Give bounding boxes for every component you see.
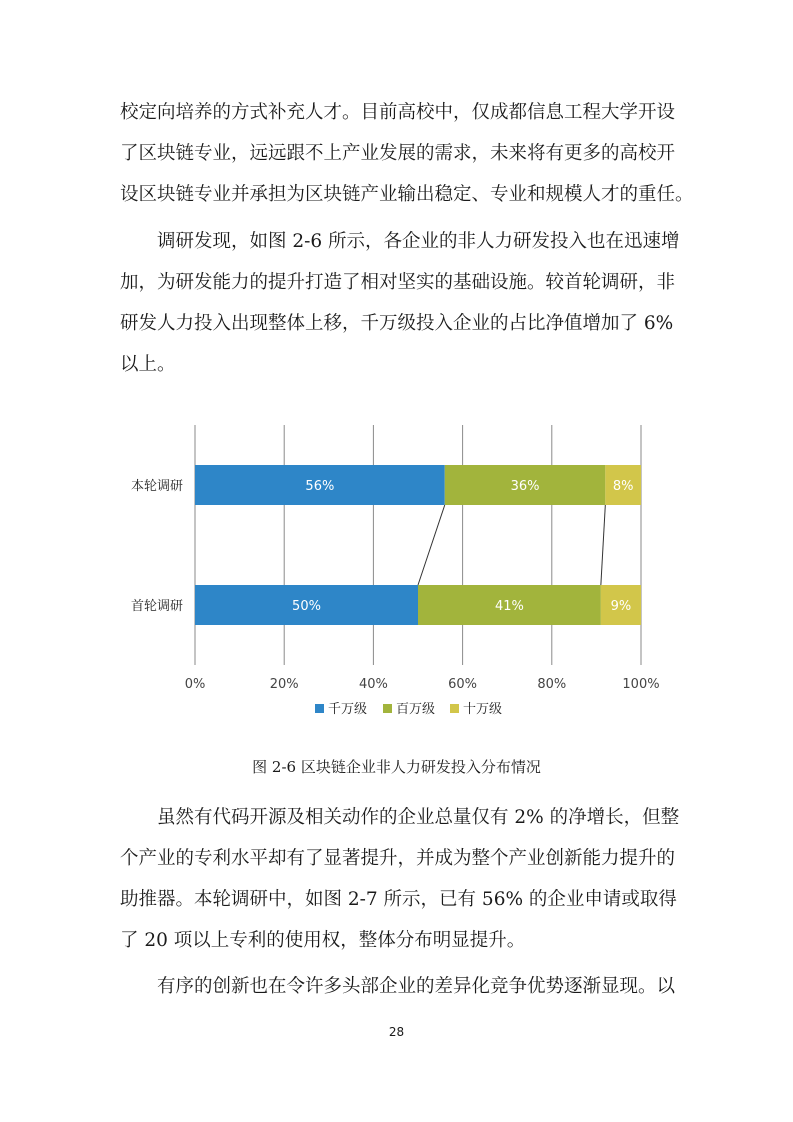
category-label: 本轮调研 bbox=[130, 479, 183, 494]
x-tick-label: 80% bbox=[537, 677, 567, 692]
chart-svg bbox=[100, 415, 700, 735]
paragraph-line: 研发人力投入出现整体上移，千万级投入企业的占比净值增加了 6% bbox=[120, 313, 674, 334]
data-label: 8% bbox=[612, 479, 634, 494]
series-connector-line bbox=[418, 505, 445, 585]
category-label: 首轮调研 bbox=[130, 599, 183, 614]
paragraph-line: 调研发现，如图 2-6 所示，各企业的非人力研发投入也在迅速增 bbox=[120, 231, 680, 252]
paragraph-line: 加，为研发能力的提升打造了相对坚实的基础设施。较首轮调研，非 bbox=[120, 272, 676, 293]
data-label: 56% bbox=[305, 479, 335, 494]
x-tick-label: 100% bbox=[622, 677, 660, 692]
paragraph-2 bbox=[120, 221, 680, 385]
stacked-bar-chart bbox=[100, 415, 700, 735]
paragraph-line: 设区块链专业并承担为区块链产业输出稳定、专业和规模人才的重任。 bbox=[120, 184, 694, 205]
x-tick-label: 20% bbox=[269, 677, 299, 692]
x-tick-label: 60% bbox=[448, 677, 478, 692]
paragraph-line: 个产业的专利水平却有了显著提升，并成为整个产业创新能力提升的 bbox=[120, 848, 676, 869]
data-label: 9% bbox=[610, 599, 632, 614]
paragraph-line: 了区块链专业，远远跟不上产业发展的需求，未来将有更多的高校开 bbox=[120, 143, 676, 164]
legend-label: 百万级 bbox=[396, 702, 436, 717]
x-tick-label: 40% bbox=[358, 677, 388, 692]
paragraph-line: 校定向培养的方式补充人才。目前高校中，仅成都信息工程大学开设 bbox=[120, 102, 676, 123]
x-tick-label: 0% bbox=[184, 677, 206, 692]
series-connector-line bbox=[601, 505, 605, 585]
figure-caption: 图 2-6 区块链企业非人力研发投入分布情况 bbox=[252, 758, 541, 776]
data-label: 50% bbox=[292, 599, 321, 614]
legend-label: 千万级 bbox=[328, 702, 368, 717]
paragraph-line: 了 20 项以上专利的使用权，整体分布明显提升。 bbox=[120, 930, 526, 951]
paragraph-4 bbox=[120, 966, 680, 1007]
paragraph-line: 虽然有代码开源及相关动作的企业总量仅有 2% 的净增长，但整 bbox=[120, 807, 680, 828]
paragraph-line: 以上。 bbox=[120, 354, 176, 375]
legend-swatch bbox=[383, 704, 392, 713]
legend-label: 十万级 bbox=[463, 702, 503, 717]
paragraph-line: 有序的创新也在令许多头部企业的差异化竞争优势逐渐显现。以 bbox=[120, 976, 676, 997]
page-number: 28 bbox=[388, 1025, 405, 1039]
legend-swatch bbox=[315, 704, 324, 713]
data-label: 36% bbox=[510, 479, 540, 494]
paragraph-line: 助推器。本轮调研中，如图 2-7 所示，已有 56% 的企业申请或取得 bbox=[120, 889, 677, 910]
data-label: 41% bbox=[494, 599, 524, 614]
paragraph-3 bbox=[120, 797, 680, 961]
paragraph-1 bbox=[120, 92, 694, 215]
legend-swatch bbox=[450, 704, 459, 713]
